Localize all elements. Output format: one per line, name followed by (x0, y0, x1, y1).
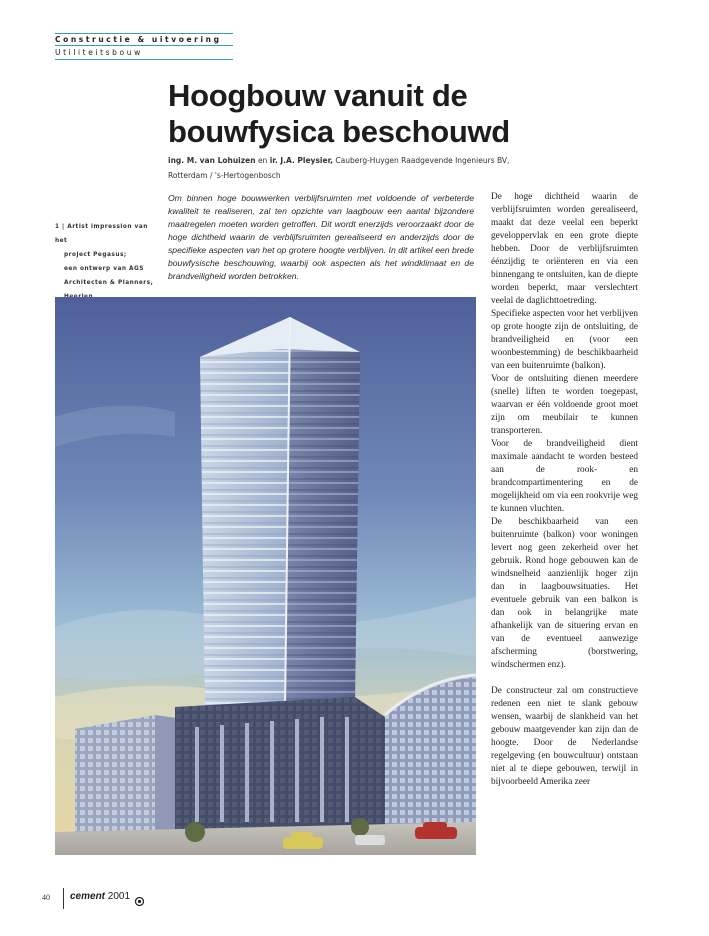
figure-caption (55, 220, 160, 304)
body-paragraph-2: Specifieke aspecten voor het verblijven op grote hoogte zijn de ontsluiting, de brandveiligheid en (voor een woonbestemming) de beschikbaarheid van een buitenruimte (balkon). (491, 309, 638, 371)
page-number: 40 (42, 893, 50, 902)
tower-illustration (55, 297, 476, 855)
body-paragraph-1: De hoge dichtheid waarin de verblijfsruimten worden gerealiseerd, maakt dat deze veelal een beperkt geveloppervlak en een grote diepte hebben. Door de verblijfsruimten éénzijdig te oriënteren en via een binnengang te ontsluiten, kan de diepte worden beperkt, maar verslechtert veelal de daglichttoetreding. (491, 192, 638, 306)
article-title (168, 78, 588, 150)
title-line-1: Hoogbouw vanuit de (168, 78, 468, 113)
author-2: ir. J.A. Pleysier, (269, 156, 334, 165)
magazine-title: cement (70, 891, 106, 902)
article-intro: Om binnen hoge bouwwerken verblijfsruimten met voldoende of verbeterde kwaliteit te realiseren, zal ten opzichte van laagbouw een aantal bijzondere maatregelen moeten worden getroffen. Dit wordt enerzijds veroorzaakt door de hoge dichtheid waarin de verblijfsruimten gerealiseerd en anderzijds door de specifieke aspecten van het op grotere hoogte verblijven. In dit artikel een brede bouwfysische beschouwing, waarbij ook aspecten als het windklimaat en de brandveiligheid worden betrokken. (168, 193, 474, 281)
affiliation: Cauberg-Huygen Raadgevende Ingenieurs BV, (335, 156, 510, 165)
title-line-2: bouwfysica beschouwd (168, 114, 510, 149)
header-rule-middle (55, 45, 233, 46)
magazine-name (70, 891, 130, 902)
caption-line-3: een ontwerp van AGS (64, 266, 144, 272)
header-rule-bottom (55, 59, 233, 60)
byline (168, 153, 548, 183)
byline-and: en (257, 156, 268, 165)
footer-divider (63, 888, 64, 909)
author-1: ing. M. van Lohuizen (168, 156, 256, 165)
body-paragraph-4: Voor de brandveiligheid dient maximale aandacht te worden besteed aan de rook- en brandcompartimentering en de mogelijkheid om via een rookvrije weg te kunnen vluchten. (491, 439, 638, 514)
magazine-year: 2001 (107, 891, 131, 902)
caption-line-2: project Pegasus; (64, 252, 127, 258)
caption-line-4: Architecten & Planners, (64, 280, 154, 286)
body-paragraph-5: De beschikbaarheid van een buitenruimte (balkon) voor woningen levert nog geen zekerheid over het gebruik. Rond hoge gebouwen kan de windsnelheid aanzienlijk hoger zijn dan in laagbouwsituaties. Het eventuele gebruik van een balkon is dan ook in belangrijke mate afhankelijk van de situering ervan en van de eventueel aanwezige afscherming (borstwering, windschermen enz). (491, 517, 638, 670)
caption-number: 1 | (55, 224, 65, 230)
header-rule-top (55, 33, 233, 34)
location: Rotterdam / 's-Hertogenbosch (168, 171, 281, 180)
caption-line-1: Artist impression van het (55, 224, 148, 244)
body-paragraph-6: De constructeur zal om constructieve redenen een niet te slank gebouw wensen, waarbij de slankheid van het gebouw maatgevender kan zijn dan de hoogte. Door de Nederlandse regelgeving (en bouwcultuur) ontstaan niet al te diepe gebouwen, terwijl in bijvoorbeeld Amerika zeer (491, 686, 638, 787)
logo-mark-icon (135, 893, 144, 911)
subsection-label: Utiliteitsbouw (55, 48, 143, 57)
body-paragraph-3: Voor de ontsluiting dienen meerdere (snelle) liften te worden toegepast, waarvan er één voldoende groot moet zijn om meubilair te kunnen transporteren. (491, 374, 638, 436)
body-text (491, 191, 638, 789)
section-label: Constructie & uitvoering (55, 35, 222, 44)
